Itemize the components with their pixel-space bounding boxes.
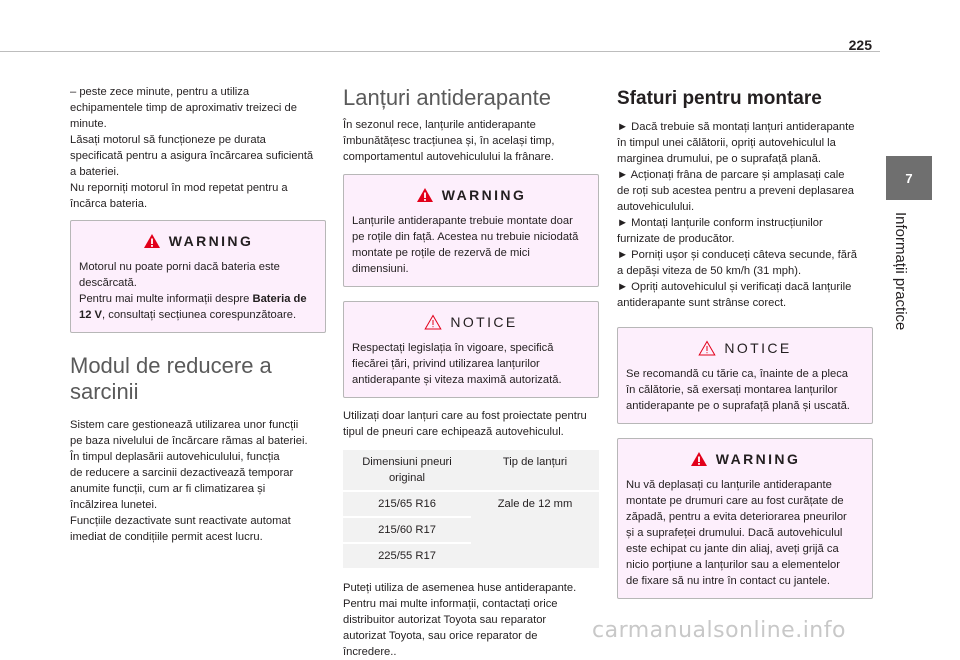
notice-body bbox=[618, 366, 872, 423]
warning-body bbox=[344, 213, 598, 286]
text-line: descărcată. bbox=[79, 277, 137, 289]
column-2 bbox=[343, 85, 599, 660]
text-line: distribuitor autorizat Toyota sau reparator bbox=[343, 614, 547, 626]
chain-type-cell: Zale de 12 mm bbox=[471, 492, 599, 568]
text-line: încălzirea lunetei. bbox=[70, 499, 158, 511]
notice-triangle-icon bbox=[698, 340, 716, 356]
warning-title: WARNING bbox=[168, 233, 254, 249]
text-line: pe roțile din față. Acestea nu trebuie niciodată bbox=[352, 231, 579, 243]
text-line: de fixare să nu intre în contact cu jantele. bbox=[626, 575, 830, 587]
col2-mid-text bbox=[343, 408, 599, 440]
text-line: montate pe drumuri care au fost curățate de bbox=[626, 495, 844, 507]
title-line: Modul de reducere a bbox=[70, 353, 272, 378]
text-line: – peste zece minute, pentru a utiliza bbox=[70, 86, 250, 98]
warning-header bbox=[618, 439, 872, 477]
text-line: de reducere a sarcinii dezactivează temporar bbox=[70, 467, 294, 479]
bold-reference: Bateria de bbox=[252, 293, 307, 305]
notice-header bbox=[618, 328, 872, 366]
text-line: Nu reporniți motorul în mod repetat pentru a bbox=[70, 182, 288, 194]
text-line bbox=[79, 307, 317, 323]
table-header-row bbox=[343, 450, 599, 490]
text-line: autovehiculului. bbox=[617, 201, 695, 213]
col1-intro bbox=[70, 84, 326, 212]
table-header-cell: Tip de lanțuri bbox=[502, 456, 568, 468]
text-span: , consultați secțiunea corespunzătoare. bbox=[102, 309, 297, 321]
col1-section-text bbox=[70, 417, 326, 545]
text-line: Puteți utiliza de asemenea huse antiderapante. bbox=[343, 582, 577, 594]
text-line: zăpadă, pentru a evita deteriorarea pneurilor bbox=[626, 511, 847, 523]
notice-title: NOTICE bbox=[450, 314, 518, 330]
col3-steps bbox=[617, 119, 873, 311]
notice-title: NOTICE bbox=[724, 340, 792, 356]
text-line: ► Porniți ușor și conduceți câteva secunde, fără bbox=[617, 249, 857, 261]
text-line: în timpul unei călătorii, opriți autovehiculul la bbox=[617, 137, 836, 149]
warning-triangle-icon bbox=[416, 187, 434, 203]
text-line: tipul de pneuri care echipează autovehiculul. bbox=[343, 426, 564, 438]
warning-header bbox=[71, 221, 325, 259]
table-row bbox=[343, 492, 599, 516]
section-title-mounting-tips: Sfaturi pentru montare bbox=[617, 88, 822, 109]
text-line: în călătorie, să exersați montarea lanțurilor bbox=[626, 384, 838, 396]
warning-box-roads bbox=[617, 438, 873, 599]
warning-triangle-icon bbox=[143, 233, 161, 249]
text-line: Lanțurile antiderapante trebuie montate doar bbox=[352, 215, 573, 227]
text-line: este echipat cu jante din aliaj, aveți grijă ca bbox=[626, 543, 839, 555]
chapter-label: Informații practice bbox=[892, 212, 909, 331]
text-line: specificată pentru a asigura încărcarea suficientă bbox=[70, 150, 314, 162]
text-line: Sistem care gestionează utilizarea unor funcții bbox=[70, 419, 299, 431]
section-title-load-reduction bbox=[70, 353, 326, 405]
notice-triangle-icon bbox=[424, 314, 442, 330]
notice-box-practice bbox=[617, 327, 873, 424]
text-line: imediat de condițiile permit acest lucru. bbox=[70, 531, 263, 543]
text-line: nicio porțiune a lanțurilor sau a elementelor bbox=[626, 559, 840, 571]
text-line: antiderapante sunt strânse corect. bbox=[617, 297, 787, 309]
text-line: a bateriei. bbox=[70, 166, 120, 178]
text-line: pe baza nivelului de încărcare rămas al bateriei. bbox=[70, 435, 308, 447]
tire-size-cell: 225/55 R17 bbox=[378, 550, 436, 562]
table-header-cell bbox=[343, 450, 471, 490]
text-line: Pentru mai multe informații, contactați orice bbox=[343, 598, 558, 610]
tire-size-cell: 215/60 R17 bbox=[378, 524, 436, 536]
text-line: autorizat Toyota, sau orice reparator de bbox=[343, 630, 538, 642]
header-line: Dimensiuni pneuri bbox=[362, 456, 452, 468]
text-line: În sezonul rece, lanțurile antiderapante bbox=[343, 119, 536, 131]
text-line: fiecărei țări, privind utilizarea lanțurilor bbox=[352, 358, 540, 370]
column-3 bbox=[617, 87, 873, 599]
text-line: ► Opriți autovehiculul și verificați dacă lanțurile bbox=[617, 281, 852, 293]
warning-title: WARNING bbox=[441, 187, 527, 203]
text-line: încredere.. bbox=[343, 646, 397, 658]
bold-reference: 12 V bbox=[79, 309, 103, 321]
text-line: de roți sub acestea pentru a preveni deplasarea bbox=[617, 185, 854, 197]
text-line: Funcțiile dezactivate sunt reactivate automat bbox=[70, 515, 291, 527]
header-rule bbox=[0, 51, 880, 52]
notice-body bbox=[344, 340, 598, 397]
section-title-snow-chains: Lanțuri antiderapante bbox=[343, 85, 551, 110]
warning-header bbox=[344, 175, 598, 213]
text-line: îmbunătățesc tracțiunea și, în același timp, bbox=[343, 135, 555, 147]
text-line: antiderapante și viteza maximă autorizată. bbox=[352, 374, 562, 386]
text-line: comportamentul autovehiculului la frânare. bbox=[343, 151, 554, 163]
text-line: anumite funcții, cum ar fi climatizarea și bbox=[70, 483, 266, 495]
text-line: furnizate de producător. bbox=[617, 233, 735, 245]
text-line: și a suprafeței drumului. Dacă autovehiculul bbox=[626, 527, 843, 539]
watermark: carmanualsonline.info bbox=[592, 618, 846, 643]
text-line: montate pe roțile de rezervă de mici bbox=[352, 247, 530, 259]
text-span: Pentru mai multe informații despre bbox=[79, 293, 253, 305]
text-line: În timpul deplasării autovehiculului, funcția bbox=[70, 451, 280, 463]
text-line: Se recomandă cu tărie ca, înainte de a pleca bbox=[626, 368, 849, 380]
text-line bbox=[79, 291, 317, 307]
column-1 bbox=[70, 84, 326, 545]
text-line: Utilizați doar lanțuri care au fost proiectate pentru bbox=[343, 410, 587, 422]
text-line: marginea drumului, pe o suprafață plană. bbox=[617, 153, 821, 165]
text-line: Lăsați motorul să funcționeze pe durata bbox=[70, 134, 266, 146]
text-line: Respectați legislația în vigoare, specifică bbox=[352, 342, 554, 354]
text-line: ► Dacă trebuie să montați lanțuri antiderapante bbox=[617, 121, 855, 133]
text-line: a depăși viteza de 50 km/h (31 mph). bbox=[617, 265, 802, 277]
chapter-tab[interactable]: 7 bbox=[886, 156, 932, 200]
text-line: Nu vă deplasați cu lanțurile antiderapante bbox=[626, 479, 832, 491]
page-number: 225 bbox=[848, 37, 872, 53]
col2-end-text bbox=[343, 580, 599, 660]
chain-size-table bbox=[343, 450, 599, 568]
text-line: ► Acționați frâna de parcare și amplasați cale bbox=[617, 169, 845, 181]
text-line: antiderapante pe o suprafață plană și uscată. bbox=[626, 400, 850, 412]
col2-intro bbox=[343, 117, 599, 165]
warning-box-chains bbox=[343, 174, 599, 287]
warning-body bbox=[618, 477, 872, 598]
notice-header bbox=[344, 302, 598, 340]
warning-body bbox=[71, 259, 325, 332]
tire-size-cell: 215/65 R16 bbox=[378, 498, 436, 510]
header-line: original bbox=[388, 472, 426, 484]
text-line: încărca bateria. bbox=[70, 198, 148, 210]
text-line: echipamentele timp de aproximativ treizeci de bbox=[70, 102, 297, 114]
text-line: ► Montați lanțurile conform instrucțiunilor bbox=[617, 217, 823, 229]
warning-title: WARNING bbox=[715, 451, 801, 467]
text-line: minute. bbox=[70, 118, 107, 130]
text-line: dimensiuni. bbox=[352, 263, 409, 275]
warning-box-battery bbox=[70, 220, 326, 333]
notice-box-legislation bbox=[343, 301, 599, 398]
text-line: Motorul nu poate porni dacă bateria este bbox=[79, 261, 280, 273]
title-line: sarcinii bbox=[70, 379, 139, 404]
warning-triangle-icon bbox=[690, 451, 708, 467]
